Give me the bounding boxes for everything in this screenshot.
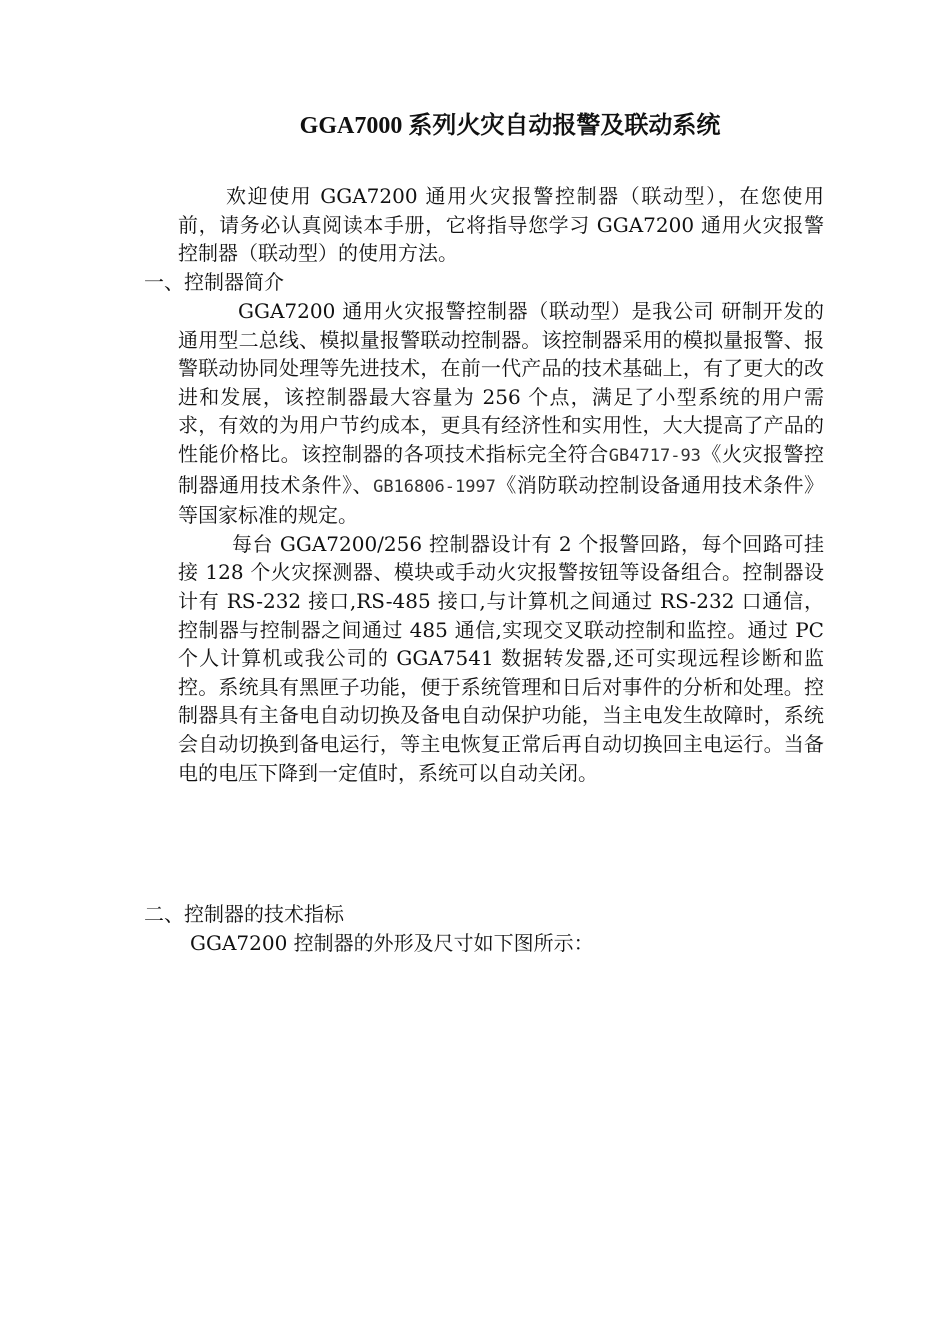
paragraph-1-text-c: 《消防联动控制设备通用技术条件》等国家标准的规定。 <box>178 472 825 528</box>
intro-paragraph <box>178 182 824 268</box>
section-1-body <box>178 297 824 787</box>
intro-text: 欢迎使用 GGA7200 通用火灾报警控制器（联动型），在您使用前，请务必认真阅读本手册，它将指导您学习 GGA7200 通用火灾报警控制器（联动型）的使用方法。 <box>178 184 824 266</box>
section-2-heading: 二、控制器的技术指标 <box>144 902 344 926</box>
paragraph-1-text-b: 《火灾报警控制器通用技术条件》、 <box>178 441 825 497</box>
document-title: GGA7000 系列火灾自动报警及联动系统 <box>299 113 721 139</box>
paragraph-1-text-a: GGA7200 通用火灾报警控制器（联动型）是我公司 研制开发的 通用型二总线、模拟量报警联动控制器。该控制器采用的模拟量报警、报警联动协同处理等先进技术，在前一代产品的技术基础上，有了更大的改进和发展，该控制器最大容量为 256 个点，满足了小型系统的用户需求，有效的为用户节约成本，更具有经济性和实用性，大大提高了产品的性能价格比。该控制器的各项技术指标完全符合 <box>178 299 824 466</box>
standard-code-gb4717: GB4717-93 <box>608 445 701 466</box>
standard-code-gb16806: GB16806-1997 <box>373 476 496 497</box>
section-1-heading: 一、控制器简介 <box>144 270 284 294</box>
section-2-note: GGA7200 控制器的外形及尺寸如下图所示： <box>190 931 594 955</box>
section-1-paragraph-2: 每台 GGA7200/256 控制器设计有 2 个报警回路，每个回路可挂接 128 个火灾探测器、模块或手动火灾报警按钮等设备组合。控制器设计有 RS-232 接口,RS-485 接口,与计算机之间通过 RS-232 口通信，控制器与控制器之间通过 485 通信,实现交叉联动控制和监控。通过 PC 个人计算机或我公司的 GGA7541 数据转发器,还可实现远程诊断和监控。系统具有黑匣子功能，便于系统管理和日后对事件的分析和处理。控制器具有主备电自动切换及备电自动保护功能，当主电发生故障时，系统会自动切换到备电运行，等主电恢复正常后再自动切换回主电运行。当备电的电压下降到一定值时，系统可以自动关闭。 <box>178 531 824 785</box>
section-1-paragraph-1 <box>178 297 824 530</box>
